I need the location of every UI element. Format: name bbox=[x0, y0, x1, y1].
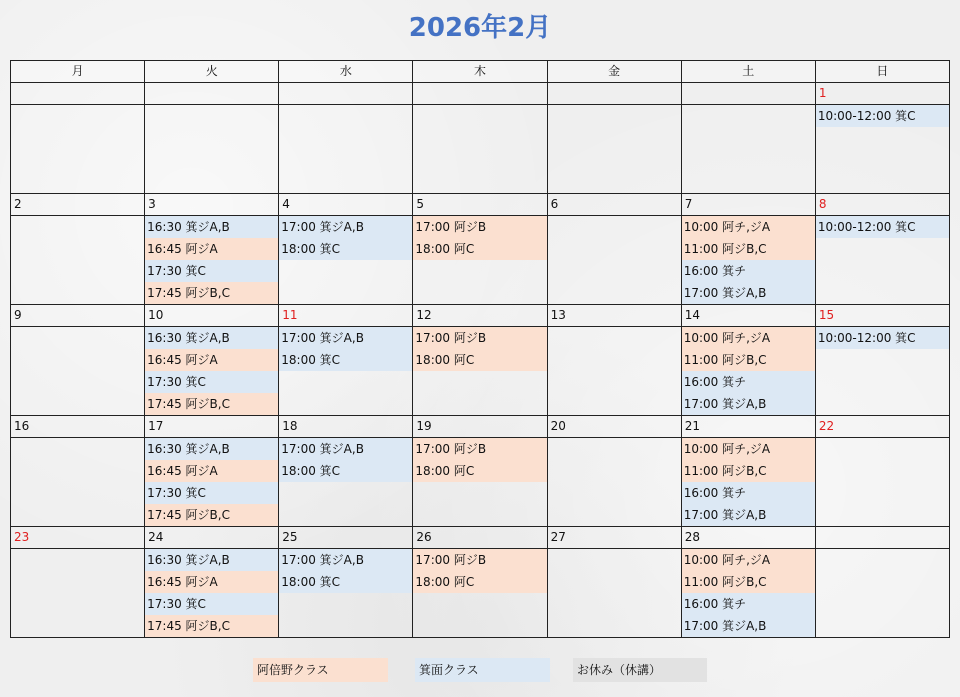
week-date-row bbox=[11, 83, 950, 105]
week-events-row bbox=[11, 216, 950, 305]
day-number bbox=[145, 83, 279, 105]
day-cell bbox=[145, 216, 279, 305]
day-cell bbox=[11, 438, 145, 527]
day-cell bbox=[413, 549, 547, 638]
day-cell bbox=[681, 105, 815, 194]
day-cell bbox=[279, 216, 413, 305]
day-cell bbox=[413, 105, 547, 194]
day-number: 28 bbox=[681, 527, 815, 549]
day-number: 22 bbox=[815, 416, 949, 438]
event-abeno: 16:45 阿ジA bbox=[145, 460, 278, 482]
day-cell bbox=[413, 216, 547, 305]
event-minoh: 17:00 箕ジA,B bbox=[279, 549, 412, 571]
day-cell bbox=[547, 549, 681, 638]
weekday-header-row bbox=[11, 61, 950, 83]
day-cell bbox=[681, 549, 815, 638]
event-minoh: 17:00 箕ジA,B bbox=[279, 438, 412, 460]
event-minoh: 10:00-12:00 箕C bbox=[816, 327, 949, 349]
event-minoh: 10:00-12:00 箕C bbox=[816, 105, 949, 127]
day-number: 2 bbox=[11, 194, 145, 216]
event-minoh: 18:00 箕C bbox=[279, 571, 412, 593]
event-abeno: 10:00 阿チ,ジA bbox=[682, 327, 815, 349]
legend-abeno: 阿倍野クラス bbox=[253, 658, 388, 682]
day-cell bbox=[815, 327, 949, 416]
day-number bbox=[547, 83, 681, 105]
event-abeno: 11:00 阿ジB,C bbox=[682, 349, 815, 371]
event-abeno: 17:00 阿ジB bbox=[413, 216, 546, 238]
day-number: 4 bbox=[279, 194, 413, 216]
day-number: 20 bbox=[547, 416, 681, 438]
event-minoh: 17:30 箕C bbox=[145, 593, 278, 615]
day-cell bbox=[11, 327, 145, 416]
day-number: 8 bbox=[815, 194, 949, 216]
weekday-header: 水 bbox=[279, 61, 413, 83]
weekday-header: 木 bbox=[413, 61, 547, 83]
day-number bbox=[11, 83, 145, 105]
week-events-row bbox=[11, 549, 950, 638]
day-cell bbox=[11, 549, 145, 638]
day-number: 13 bbox=[547, 305, 681, 327]
calendar-grid bbox=[10, 60, 950, 638]
day-cell bbox=[815, 105, 949, 194]
week-date-row bbox=[11, 416, 950, 438]
weekday-header: 日 bbox=[815, 61, 949, 83]
day-cell bbox=[815, 216, 949, 305]
day-cell bbox=[547, 105, 681, 194]
day-cell bbox=[279, 105, 413, 194]
event-minoh: 17:30 箕C bbox=[145, 482, 278, 504]
event-abeno: 10:00 阿チ,ジA bbox=[682, 438, 815, 460]
day-number: 3 bbox=[145, 194, 279, 216]
day-number: 14 bbox=[681, 305, 815, 327]
day-number: 24 bbox=[145, 527, 279, 549]
day-number: 7 bbox=[681, 194, 815, 216]
week-date-row bbox=[11, 194, 950, 216]
week-events-row bbox=[11, 327, 950, 416]
day-cell bbox=[413, 327, 547, 416]
event-minoh: 16:30 箕ジA,B bbox=[145, 216, 278, 238]
event-abeno: 17:00 阿ジB bbox=[413, 327, 546, 349]
weekday-header: 火 bbox=[145, 61, 279, 83]
day-number: 16 bbox=[11, 416, 145, 438]
event-minoh: 18:00 箕C bbox=[279, 460, 412, 482]
event-minoh: 16:30 箕ジA,B bbox=[145, 327, 278, 349]
event-minoh: 17:00 箕ジA,B bbox=[682, 504, 815, 526]
day-cell bbox=[681, 438, 815, 527]
legend-holiday: お休み（休講） bbox=[573, 658, 707, 682]
day-cell bbox=[145, 105, 279, 194]
week-events-row bbox=[11, 105, 950, 194]
day-cell bbox=[547, 327, 681, 416]
event-minoh: 10:00-12:00 箕C bbox=[816, 216, 949, 238]
page-title: 2026年2月 bbox=[408, 13, 552, 43]
week-date-row bbox=[11, 527, 950, 549]
event-abeno: 17:45 阿ジB,C bbox=[145, 393, 278, 415]
event-abeno: 17:00 阿ジB bbox=[413, 438, 546, 460]
day-number: 27 bbox=[547, 527, 681, 549]
day-cell bbox=[145, 438, 279, 527]
day-number: 1 bbox=[815, 83, 949, 105]
event-minoh: 17:00 箕ジA,B bbox=[682, 615, 815, 637]
day-number bbox=[279, 83, 413, 105]
event-minoh: 17:30 箕C bbox=[145, 371, 278, 393]
event-abeno: 16:45 阿ジA bbox=[145, 571, 278, 593]
event-minoh: 17:30 箕C bbox=[145, 260, 278, 282]
event-abeno: 18:00 阿C bbox=[413, 238, 546, 260]
event-abeno: 18:00 阿C bbox=[413, 460, 546, 482]
event-abeno: 11:00 阿ジB,C bbox=[682, 460, 815, 482]
day-cell bbox=[11, 105, 145, 194]
event-minoh: 16:30 箕ジA,B bbox=[145, 438, 278, 460]
day-number bbox=[413, 83, 547, 105]
day-cell bbox=[413, 438, 547, 527]
day-number: 26 bbox=[413, 527, 547, 549]
day-cell bbox=[815, 549, 949, 638]
day-number bbox=[815, 527, 949, 549]
event-minoh: 17:00 箕ジA,B bbox=[279, 327, 412, 349]
day-number: 9 bbox=[11, 305, 145, 327]
event-abeno: 17:00 阿ジB bbox=[413, 549, 546, 571]
event-abeno: 17:45 阿ジB,C bbox=[145, 504, 278, 526]
event-minoh: 17:00 箕ジA,B bbox=[682, 282, 815, 304]
day-number: 21 bbox=[681, 416, 815, 438]
day-number bbox=[681, 83, 815, 105]
event-abeno: 17:45 阿ジB,C bbox=[145, 282, 278, 304]
day-number: 5 bbox=[413, 194, 547, 216]
day-cell bbox=[547, 438, 681, 527]
day-number: 19 bbox=[413, 416, 547, 438]
day-cell bbox=[681, 327, 815, 416]
day-number: 23 bbox=[11, 527, 145, 549]
event-abeno: 18:00 阿C bbox=[413, 571, 546, 593]
day-number: 18 bbox=[279, 416, 413, 438]
day-cell bbox=[145, 327, 279, 416]
weekday-header: 金 bbox=[547, 61, 681, 83]
event-minoh: 16:00 箕チ bbox=[682, 371, 815, 393]
event-minoh: 18:00 箕C bbox=[279, 238, 412, 260]
day-number: 17 bbox=[145, 416, 279, 438]
day-number: 15 bbox=[815, 305, 949, 327]
day-cell bbox=[279, 549, 413, 638]
day-cell bbox=[145, 549, 279, 638]
event-minoh: 16:00 箕チ bbox=[682, 260, 815, 282]
day-number: 6 bbox=[547, 194, 681, 216]
day-number: 11 bbox=[279, 305, 413, 327]
day-number: 10 bbox=[145, 305, 279, 327]
weekday-header: 土 bbox=[681, 61, 815, 83]
event-abeno: 18:00 阿C bbox=[413, 349, 546, 371]
day-cell bbox=[279, 327, 413, 416]
day-cell bbox=[681, 216, 815, 305]
event-abeno: 10:00 阿チ,ジA bbox=[682, 549, 815, 571]
event-minoh: 16:00 箕チ bbox=[682, 593, 815, 615]
day-number: 12 bbox=[413, 305, 547, 327]
weekday-header: 月 bbox=[11, 61, 145, 83]
event-abeno: 16:45 阿ジA bbox=[145, 238, 278, 260]
week-date-row bbox=[11, 305, 950, 327]
week-events-row bbox=[11, 438, 950, 527]
event-minoh: 17:00 箕ジA,B bbox=[279, 216, 412, 238]
event-minoh: 18:00 箕C bbox=[279, 349, 412, 371]
event-abeno: 11:00 阿ジB,C bbox=[682, 571, 815, 593]
event-abeno: 17:45 阿ジB,C bbox=[145, 615, 278, 637]
legend-minoh: 箕面クラス bbox=[415, 658, 550, 682]
event-abeno: 16:45 阿ジA bbox=[145, 349, 278, 371]
event-minoh: 16:00 箕チ bbox=[682, 482, 815, 504]
day-cell bbox=[547, 216, 681, 305]
day-cell bbox=[11, 216, 145, 305]
day-number: 25 bbox=[279, 527, 413, 549]
event-abeno: 10:00 阿チ,ジA bbox=[682, 216, 815, 238]
event-abeno: 11:00 阿ジB,C bbox=[682, 238, 815, 260]
event-minoh: 16:30 箕ジA,B bbox=[145, 549, 278, 571]
event-minoh: 17:00 箕ジA,B bbox=[682, 393, 815, 415]
day-cell bbox=[815, 438, 949, 527]
day-cell bbox=[279, 438, 413, 527]
